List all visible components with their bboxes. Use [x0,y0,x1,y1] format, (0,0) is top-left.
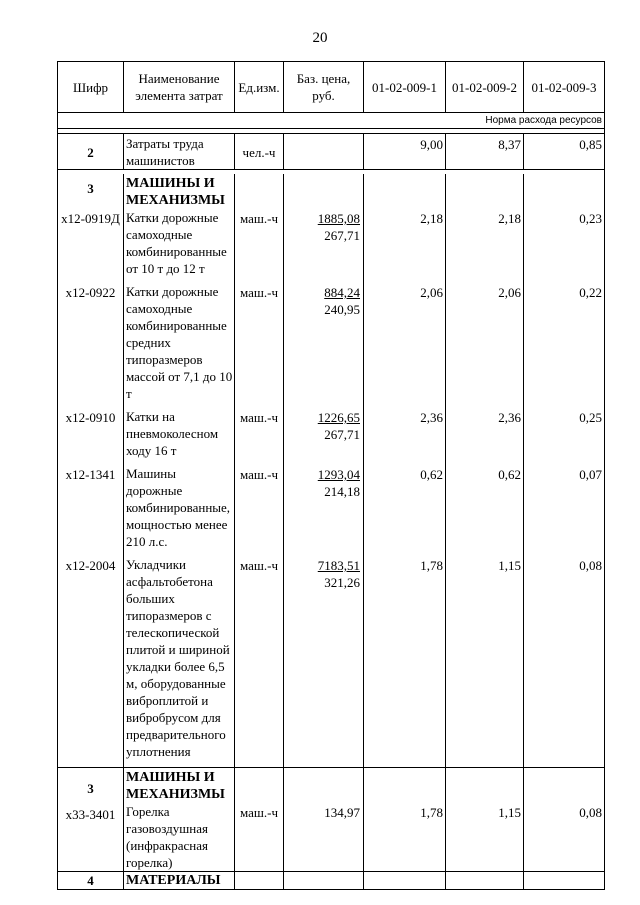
section1-units [235,174,284,768]
section3-code: 4 [58,872,124,890]
item-code: х12-0922 [65,285,116,300]
item-unit: маш.-ч [239,558,279,573]
labor-row [58,134,605,170]
item-v2: 0,62 [498,467,521,482]
labor-v3: 0,85 [524,134,605,170]
section-machines-1 [58,174,605,768]
section1-v2 [446,174,524,768]
section2-item-name: Горелка газовоздушная (инфракрасная горелка) [126,804,208,870]
item-price: 7183,51 [317,558,360,573]
section2-item-price: 134,97 [324,805,360,820]
header-unit: Ед.изм. [235,62,284,113]
item-v3: 0,07 [579,467,602,482]
section1-code: 3 [87,181,94,196]
item-price-block [284,466,360,551]
header-col3: 01-02-009-3 [524,62,605,113]
item-v1: 2,36 [420,410,443,425]
section1-prices [284,174,364,768]
section1-names [124,174,235,768]
labor-unit: чел.-ч [235,134,284,170]
labor-code: 2 [58,134,124,170]
header-name: Наименование элемента затрат [124,62,235,113]
section2-title: МАШИНЫ И МЕХАНИЗМЫ [126,770,225,802]
item-salary: 267,71 [324,228,360,243]
item-v2: 2,18 [498,211,521,226]
item-price: 1293,04 [317,467,360,482]
header-code: Шифр [58,62,124,113]
item-price: 884,24 [324,285,360,300]
item-salary: 267,71 [324,427,360,442]
item-name: Машины дорожные комбинированные, мощностью менее 210 л.с. [126,466,231,549]
item-v1: 2,06 [420,285,443,300]
section2-item-v3: 0,08 [579,805,602,820]
section2-code: 3 [87,781,94,796]
item-salary: 214,18 [324,484,360,499]
section1-title: МАШИНЫ И МЕХАНИЗМЫ [126,176,225,208]
section3-title: МАТЕРИАЛЫ [124,872,235,890]
item-name: Катки на пневмоколесном ходу 16 т [126,409,219,458]
item-units [235,210,283,761]
item-v3: 0,25 [579,410,602,425]
item-v2: 1,15 [498,558,521,573]
item-name: Катки дорожные самоходные комбинированные средних типоразмеров массой от 7,1 до 10 т [126,284,233,401]
item-code: х12-2004 [65,558,116,573]
labor-v2: 8,37 [446,134,524,170]
item-code: х12-0919Д [61,211,120,226]
section2-item-v1: 1,78 [420,805,443,820]
item-code: х12-0910 [65,410,116,425]
section-machines-2 [58,768,605,872]
item-unit: маш.-ч [239,467,279,482]
item-v2: 2,06 [498,285,521,300]
item-prices [284,210,360,761]
norm-label: Норма расхода ресурсов [58,113,605,129]
header-col1: 01-02-009-1 [364,62,446,113]
item-v3: 0,23 [579,211,602,226]
item-v1: 1,78 [420,558,443,573]
norm-row [58,113,605,129]
item-price: 1226,65 [317,410,360,425]
header-price: Баз. цена, руб. [284,62,364,113]
item-unit: маш.-ч [239,211,279,226]
item-price-block [284,284,360,403]
section1-v1 [364,174,446,768]
item-price-block [284,210,360,278]
header-col2: 01-02-009-2 [446,62,524,113]
item-name: Катки дорожные самоходные комбинированные от 10 т до 12 т [126,210,227,276]
item-unit: маш.-ч [239,285,279,300]
header-row [58,62,605,113]
section-materials [58,872,605,890]
item-v2: 2,36 [498,410,521,425]
section1-codes [58,174,124,768]
item-unit: маш.-ч [239,410,279,425]
section2-item-code: х33-3401 [65,807,116,822]
item-name: Укладчики асфальтобетона больших типоразмеров с телескопической плитой и шириной укладки более 6,5 м, оборудованные виброплитой и вибробрусом для предварительного уплотнения [126,557,230,759]
section1-v3 [524,174,605,768]
section2-item-v2: 1,15 [498,805,521,820]
item-codes [58,210,123,761]
item-salary: 321,26 [324,575,360,590]
item-salary: 240,95 [324,302,360,317]
resource-table [57,61,605,890]
item-v3: 0,08 [579,558,602,573]
item-v1: 2,18 [420,211,443,226]
page-number: 20 [312,30,328,46]
item-names [126,209,234,760]
item-code: х12-1341 [65,467,116,482]
section2-item-unit: маш.-ч [239,805,279,820]
item-v3: 0,22 [579,285,602,300]
item-price-block [284,557,360,761]
labor-name: Затраты труда машинистов [124,134,235,170]
item-v1: 0,62 [420,467,443,482]
labor-v1: 9,00 [364,134,446,170]
item-price: 1885,08 [317,211,360,226]
item-price-block [284,409,360,460]
